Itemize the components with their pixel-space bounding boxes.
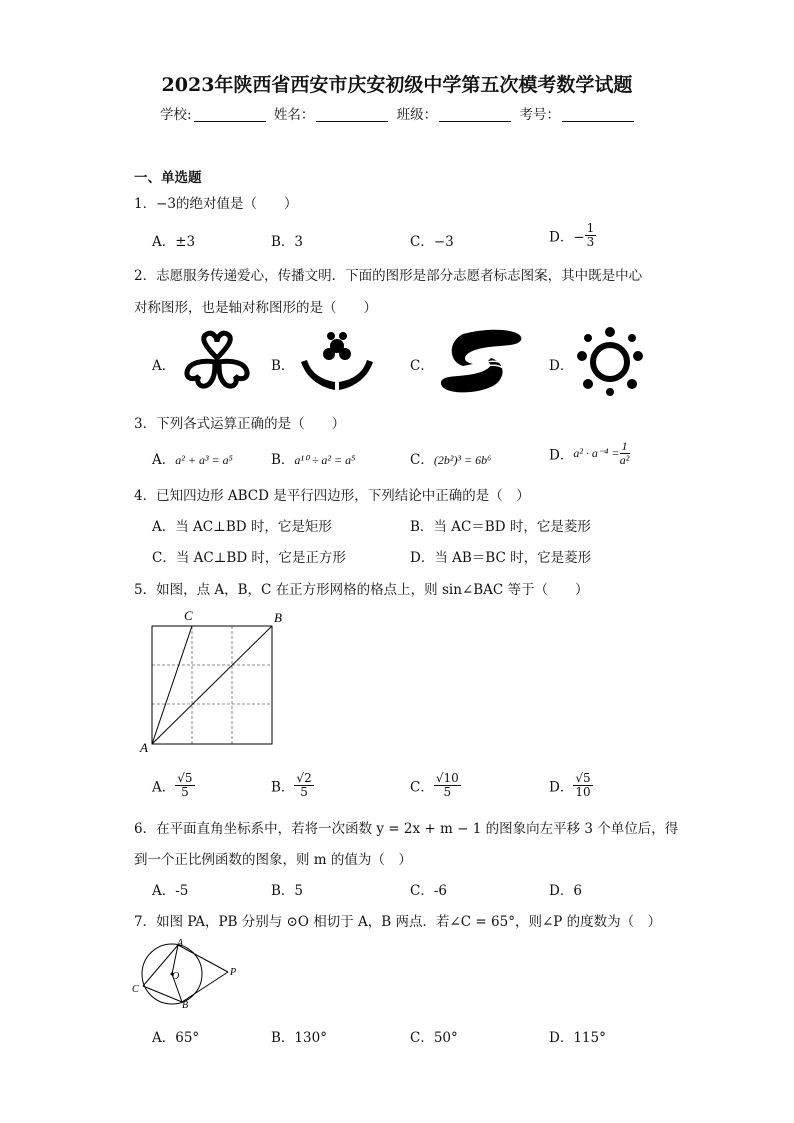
heart-clover-logo-icon: [177, 328, 257, 396]
q1-stem: 1．−3的绝对值是（ ）: [134, 196, 298, 212]
q4-option-a: A．当 AC⊥BD 时，它是矩形: [152, 519, 332, 535]
q7-option-d: D．115°: [549, 1030, 606, 1046]
q3-option-c: [410, 448, 491, 468]
q4-option-b: B．当 AC＝BD 时，它是菱形: [410, 519, 591, 535]
q6-stem-line2: 到一个正比例函数的图象，则 m 的值为（ ）: [134, 852, 412, 868]
q5-option-b: [271, 772, 314, 799]
q5-option-d: [549, 772, 593, 799]
q2-option-c: C．: [410, 358, 434, 374]
q3-a-expr: a² + a³ = a⁵: [175, 453, 233, 467]
q7-tangent-circle-figure: [130, 936, 242, 1008]
school-blank: [194, 107, 266, 122]
q3-d-expr: a² · a⁻⁴ =: [573, 446, 620, 460]
exam-no-blank: [562, 107, 634, 122]
q1-option-c: C．−3: [410, 234, 454, 250]
q6-option-c: C．-6: [410, 883, 447, 899]
q3-stem: 3．下列各式运算正确的是（ ）: [134, 416, 346, 432]
q1-option-b: B．3: [271, 234, 304, 250]
q5-d-label: D．: [549, 779, 574, 796]
school-label: 学校:: [160, 107, 192, 123]
q5-option-a: [152, 772, 195, 799]
q4-stem: 4．已知四边形 ABCD 是平行四边形，下列结论中正确的是（ ）: [134, 488, 530, 504]
exam-no-label: 考号：: [519, 107, 560, 123]
q5-c-label: C．: [410, 779, 434, 796]
q1-d-den: 3: [586, 235, 595, 249]
swirl-s-logo-icon: [433, 326, 529, 396]
q6-option-a: A．-5: [152, 883, 189, 899]
q4-option-c: C．当 AC⊥BD 时，它是正方形: [152, 550, 346, 566]
q6-stem-line1: 6．在平面直角坐标系中，若将一次函数 y = 2x + m − 1 的图象向左平移 3 个单位后，得: [134, 821, 679, 837]
q3-a-label: A．: [152, 452, 176, 468]
q2-stem-line2: 对称图形，也是轴对称图形的是（ ）: [134, 300, 377, 316]
q7-label-c: C: [132, 984, 139, 995]
q3-d-num: 1: [621, 439, 628, 453]
q3-c-label: C．: [410, 452, 434, 468]
q5-a-label: A．: [152, 779, 176, 796]
q5-label-b: B: [274, 610, 282, 625]
q3-option-b: [271, 448, 355, 468]
q2-stem-line1: 2．志愿服务传递爱心，传播文明．下面的图形是部分志愿者标志图案，其中既是中心: [134, 268, 643, 284]
q3-option-d: [549, 440, 630, 467]
q5-b-num: √2: [296, 771, 312, 785]
page-title: 2023年陕西省西安市庆安初级中学第五次模考数学试题: [161, 74, 633, 96]
q2-option-a: A．: [152, 358, 176, 374]
q1-option-a: A．±3: [152, 234, 196, 250]
class-label: 班级：: [396, 107, 438, 123]
q7-option-c: C．50°: [410, 1030, 458, 1046]
q5-label-c: C: [184, 608, 193, 623]
q5-option-c: [410, 772, 461, 799]
sun-figures-logo-icon: [574, 326, 646, 396]
q5-c-den: 5: [443, 785, 452, 799]
q1-d-prefix: D．−: [549, 229, 585, 246]
q5-a-num: √5: [177, 771, 193, 785]
q7-label-p: P: [230, 967, 237, 978]
q1-option-d: [549, 222, 596, 249]
q6-option-b: B．5: [271, 883, 304, 899]
q5-label-a: A: [140, 740, 148, 755]
q7-option-a: A．65°: [152, 1030, 200, 1046]
q7-label-o: O: [172, 971, 180, 982]
q7-label-a: A: [177, 938, 184, 949]
q5-grid-figure: [136, 606, 292, 756]
q5-d-den: 10: [575, 785, 591, 799]
q5-b-label: B．: [271, 779, 295, 796]
q6-option-d: D．6: [549, 883, 582, 899]
q2-option-d: D．: [549, 358, 574, 374]
q3-b-expr: a¹⁰ ÷ a² = a⁵: [294, 453, 356, 467]
q1-d-num: 1: [586, 221, 595, 235]
q7-label-b: B: [182, 1000, 189, 1008]
q7-stem: 7．如图 PA，PB 分别与 ⊙O 相切于 A，B 两点．若∠C = 65°，则∠P 的度数为（ ）: [134, 914, 662, 930]
q5-d-num: √5: [575, 771, 591, 785]
q3-b-label: B．: [271, 452, 295, 468]
q5-stem: 5．如图，点 A，B，C 在正方形网格的格点上，则 sin∠BAC 等于（ ）: [134, 582, 589, 598]
name-blank: [316, 107, 388, 122]
class-blank: [439, 107, 511, 122]
q3-c-expr: (2b²)³ = 6b⁶: [433, 453, 492, 467]
name-label: 姓名：: [273, 107, 315, 123]
q7-option-b: B．130°: [271, 1030, 327, 1046]
q3-d-den: a²: [619, 453, 630, 467]
q2-option-b: B．: [271, 358, 295, 374]
q5-c-num: √10: [435, 771, 459, 785]
q3-d-label: D．: [549, 447, 574, 464]
q5-a-den: 5: [181, 785, 189, 799]
q5-b-den: 5: [300, 785, 308, 799]
hands-logo-icon: [297, 328, 377, 396]
q4-option-d: D．当 AB＝BC 时，它是菱形: [410, 550, 592, 566]
student-info-line: [160, 103, 638, 123]
section-heading: 一、单选题: [134, 170, 202, 186]
q3-option-a: [152, 448, 233, 468]
